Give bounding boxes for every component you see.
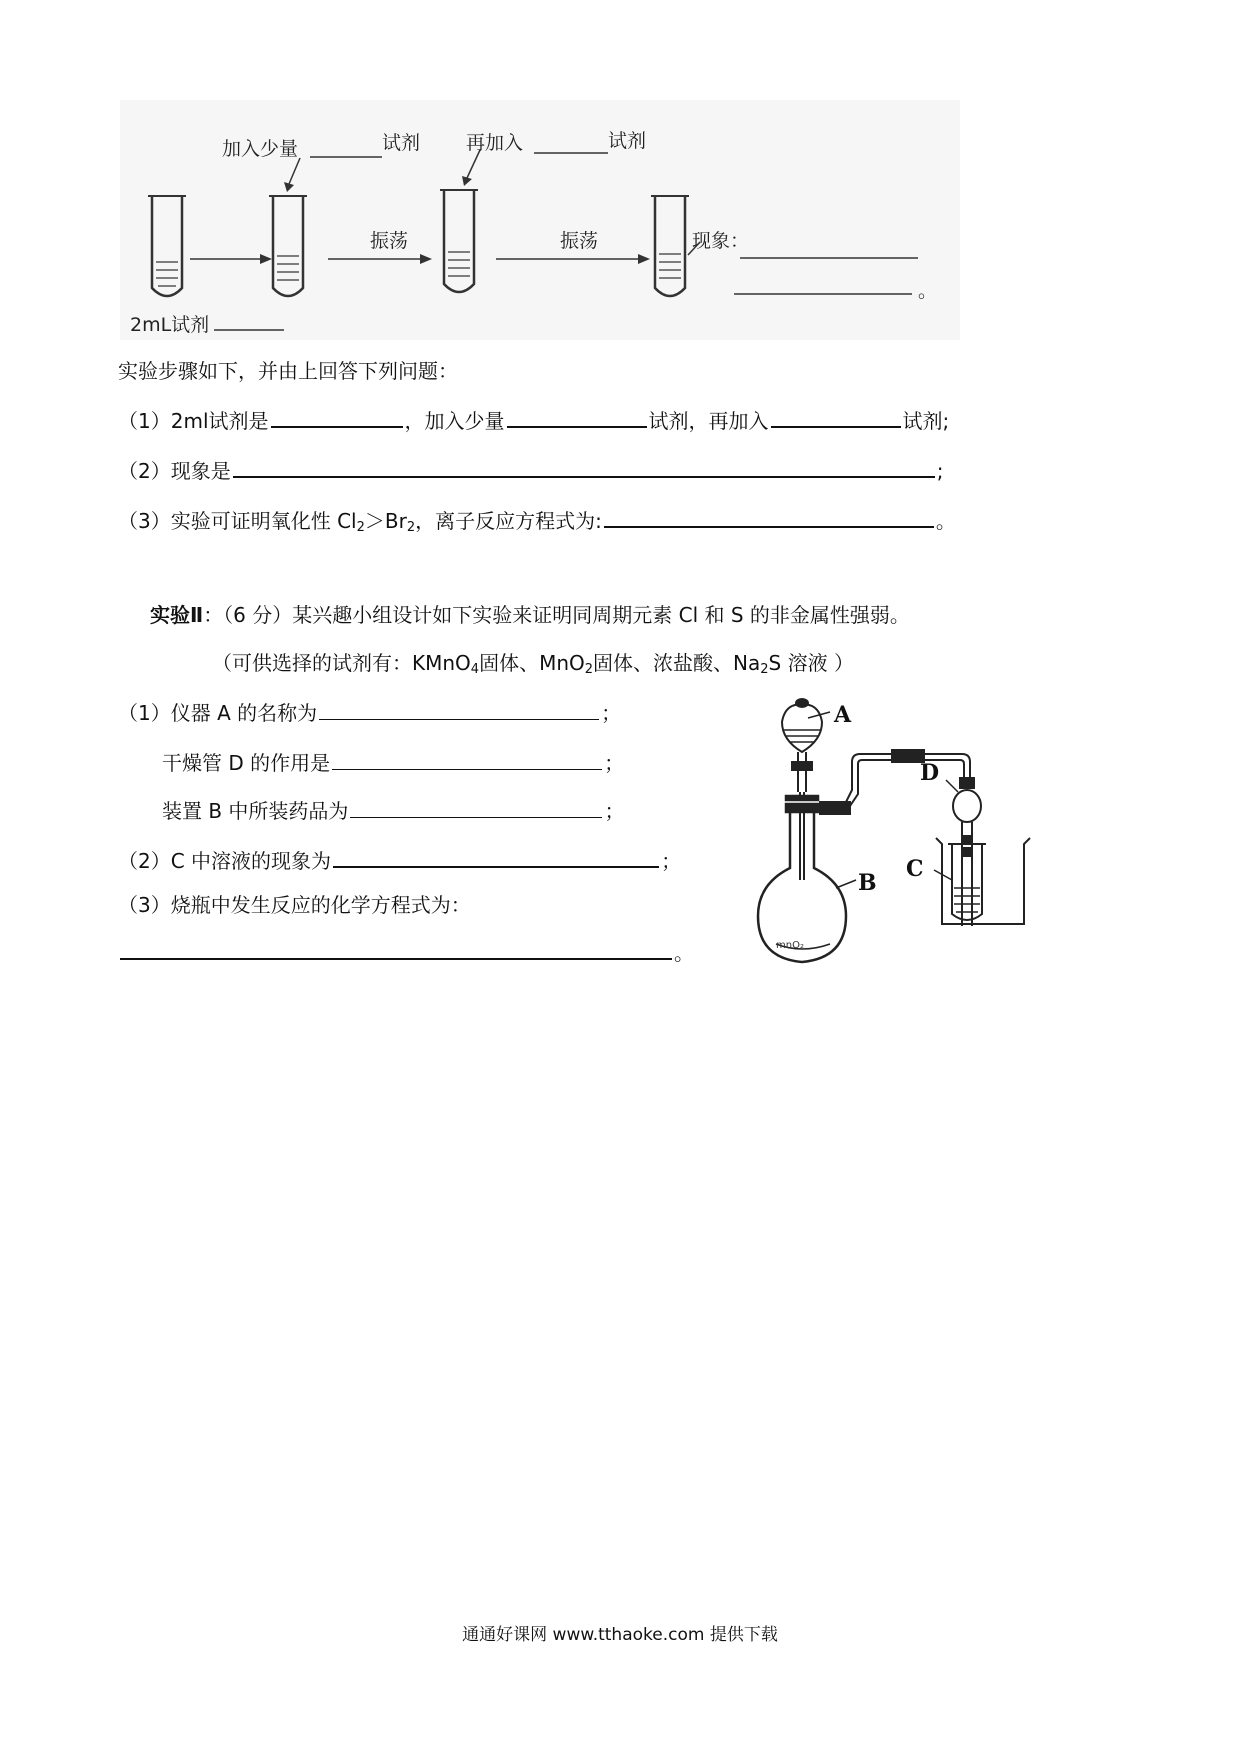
subscript: 2 <box>356 520 365 535</box>
round-bottom-flask-b <box>758 796 846 962</box>
label-start-reagent: 2mL试剂 <box>130 314 210 336</box>
reagents-text: 固体、MnO <box>479 651 585 675</box>
label-phenomenon: 现象： <box>692 230 750 252</box>
label-b: B <box>858 870 877 896</box>
connecting-tube <box>812 750 970 814</box>
label-c: C <box>906 856 924 882</box>
subscript: 2 <box>760 662 769 677</box>
label-add-again: 再加入 <box>466 132 524 154</box>
exp2-q1-end: ； <box>601 701 622 725</box>
q3-end: 。 <box>935 509 956 533</box>
label-a: A <box>834 702 852 728</box>
q1-part1: 2ml试剂是 <box>170 409 269 433</box>
q3-text-b: ＞Br <box>364 509 407 533</box>
question-number: （3） <box>118 893 171 917</box>
reagents-text: S 溶液 ） <box>768 651 854 675</box>
exp2-q2-end: ； <box>661 849 682 873</box>
label-shake: 振荡 <box>370 230 409 252</box>
exp2-q1b-end: ； <box>604 751 625 775</box>
subscript: 4 <box>470 662 480 677</box>
question-number: （2） <box>118 459 171 483</box>
label-d: D <box>920 760 940 786</box>
q1-part4: 试剂; <box>902 409 950 433</box>
exp2-q2-text: C 中溶液的现象为 <box>170 849 332 873</box>
q2-end: ; <box>936 459 944 483</box>
beaker-c <box>936 838 1030 924</box>
experiment-2-title: 实验Ⅱ <box>150 603 204 627</box>
exp2-q1c-text: 装置 B 中所装药品为 <box>162 799 349 823</box>
label-shake: 振荡 <box>560 230 599 252</box>
q1-part3: 试剂，再加入 <box>648 409 769 433</box>
label-reagent: 试剂 <box>382 132 421 154</box>
question-number: （1） <box>118 409 171 433</box>
label-reagent: 试剂 <box>608 130 647 152</box>
exp2-q1-text: 仪器 A 的名称为 <box>170 701 318 725</box>
svg-text:mnO₂: mnO₂ <box>776 940 804 951</box>
exp2-q3-text: 烧瓶中发生反应的化学方程式为： <box>170 893 471 917</box>
exp2-q1b-text: 干燥管 D 的作用是 <box>162 751 331 775</box>
question-number: （1） <box>118 701 171 725</box>
q3-text-c: ，离子反应方程式为: <box>415 509 602 533</box>
subscript: 2 <box>406 520 416 535</box>
intro-text: 实验步骤如下，并由上回答下列问题： <box>118 359 458 383</box>
separatory-funnel-a <box>782 699 822 880</box>
question-number: （2） <box>118 849 171 873</box>
question-number: （3） <box>118 509 171 533</box>
exp2-q1c-end: ； <box>604 799 625 823</box>
reagents-text: 固体、浓盐酸、Na <box>593 651 761 675</box>
experiment-2-description: ：（6 分）某兴趣小组设计如下实验来证明同周期元素 Cl 和 S 的非金属性强弱。 <box>203 603 910 627</box>
label-add-small: 加入少量 <box>222 138 299 160</box>
reagents-text: （可供选择的试剂有：KMnO <box>212 651 471 675</box>
q1-part2: ，加入少量 <box>404 409 505 433</box>
q3-text-a: 实验可证明氧化性 Cl <box>170 509 357 533</box>
subscript: 2 <box>584 662 594 677</box>
footer-credit: 通通好课网 www.tthaoke.com 提供下载 <box>462 1625 778 1645</box>
label-period: 。 <box>918 280 938 302</box>
q2-text: 现象是 <box>170 459 231 483</box>
exp2-q3-end: 。 <box>674 941 694 965</box>
